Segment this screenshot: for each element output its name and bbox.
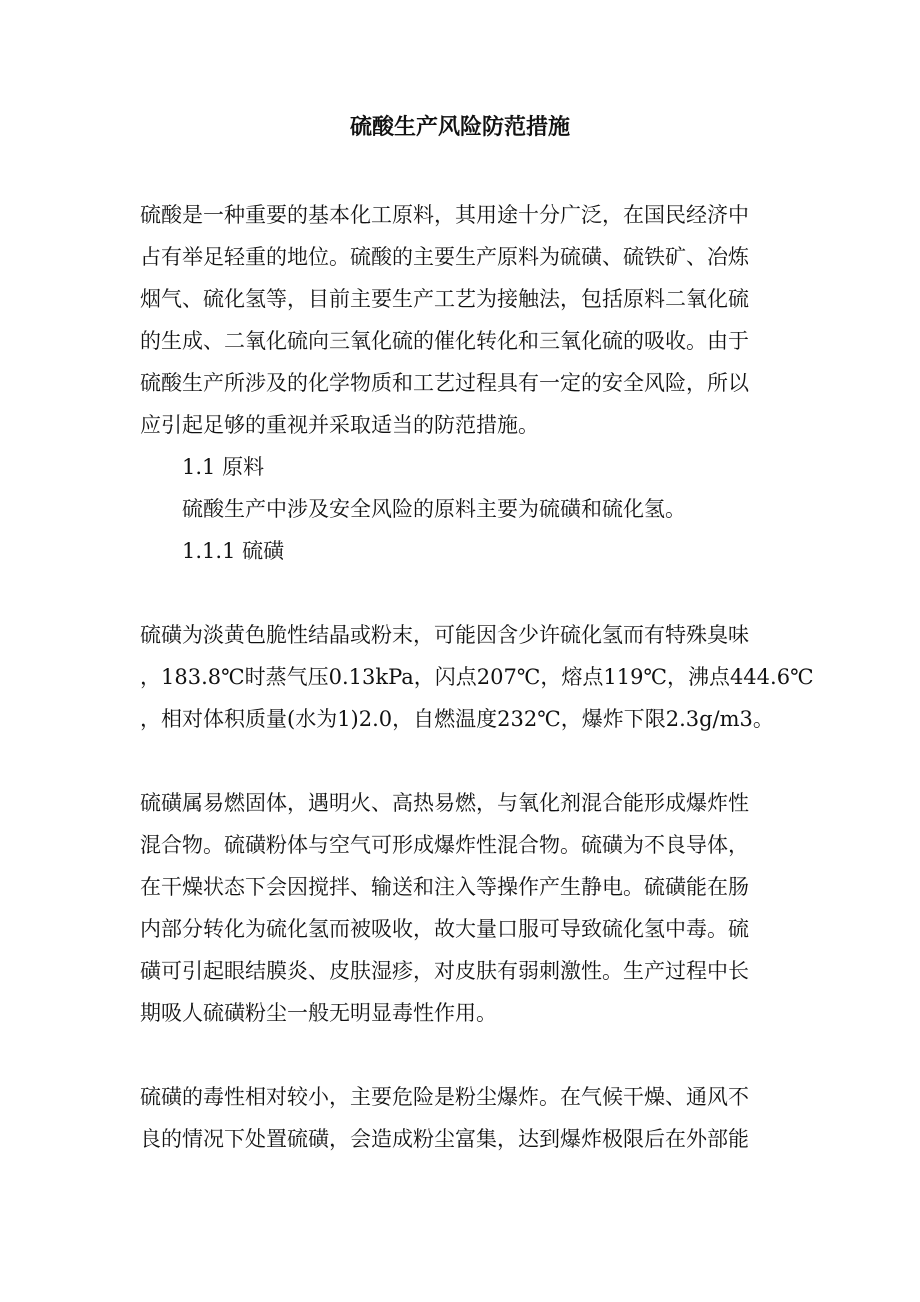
text-line: 占有举足轻重的地位。硫酸的主要生产原料为硫磺、硫铁矿、冶炼 [140, 245, 749, 269]
text-line: 1.1.1 硫磺 [182, 539, 285, 563]
text-line: 烟气、硫化氢等，目前主要生产工艺为接触法，包括原料二氧化硫 [140, 287, 749, 311]
text-line: 1.1 原料 [182, 455, 265, 479]
text-line: 混合物。硫磺粉体与空气可形成爆炸性混合物。硫磺为不良导体， [140, 833, 749, 857]
text-line: 良的情况下处置硫磺，会造成粉尘富集，达到爆炸极限后在外部能 [140, 1127, 749, 1151]
text-line: 硫酸是一种重要的基本化工原料，其用途十分广泛，在国民经济中 [140, 203, 749, 227]
text-line: 硫酸生产所涉及的化学物质和工艺过程具有一定的安全风险，所以 [140, 371, 749, 395]
text-line: 的生成、二氧化硫向三氧化硫的催化转化和三氧化硫的吸收。由于 [140, 329, 749, 353]
text-line: 内部分转化为硫化氢而被吸收，故大量口服可导致硫化氢中毒。硫 [140, 917, 749, 941]
text-line: 硫磺的毒性相对较小，主要危险是粉尘爆炸。在气候干燥、通风不 [140, 1085, 749, 1109]
text-line: 应引起足够的重视并采取适当的防范措施。 [140, 413, 539, 437]
text-line: ，183.8℃时蒸气压0.13kPa，闪点207℃，熔点119℃，沸点444.6℃ [140, 665, 814, 689]
text-line: 硫酸生产中涉及安全风险的原料主要为硫磺和硫化氢。 [182, 497, 686, 521]
text-line: 在干燥状态下会因搅拌、输送和注入等操作产生静电。硫磺能在肠 [140, 875, 749, 899]
text-line: ，相对体积质量(水为1)2.0，自燃温度232℃，爆炸下限2.3g/m3。 [140, 707, 774, 731]
text-line: 期吸人硫磺粉尘一般无明显毒性作用。 [140, 1001, 497, 1025]
text-line: 硫磺为淡黄色脆性结晶或粉末，可能因含少许硫化氢而有特殊臭味 [140, 623, 749, 647]
text-line: 磺可引起眼结膜炎、皮肤湿疹，对皮肤有弱刺激性。生产过程中长 [140, 959, 749, 983]
document-title: 硫酸生产风险防范措施 [349, 115, 570, 140]
text-line: 硫磺属易燃固体，遇明火、高热易燃，与氧化剂混合能形成爆炸性 [140, 791, 749, 815]
